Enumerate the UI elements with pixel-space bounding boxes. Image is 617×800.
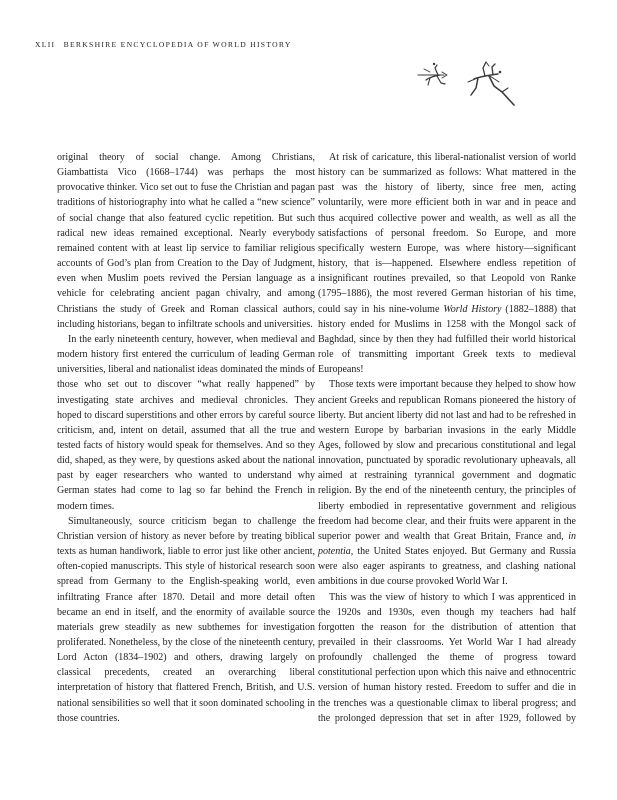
paragraph: In the early nineteenth century, however, when medieval and modern history first entered the curriculum of leading German universities, liberal and nationalist ideas dominated the minds of those who set out to discover “what really happened” by investigating state archives and medieval chronicles. They hoped to discard superstitions and other errors by careful source criticism, and, intent on detail, assumed that all the true and tested facts of history would speak for themselves. And so they did, shaped, as they were, by questions asked about the national past by eager researchers who wanted to understand why German states had come to lag so far behind the French in modern times. — [57, 333, 315, 512]
italic-phrase: in potentia, — [318, 530, 576, 558]
paragraph — [318, 150, 576, 377]
page-number: XLII — [35, 40, 56, 49]
right-column — [318, 150, 576, 726]
book-title: World History — [443, 303, 502, 315]
paragraph-text: (1882–1888) that history ended for Muslims in 1258 with the Mongol sack of Baghdad, since by then they had fulfilled their world historical role of transmitting important Greek texts to medieval Europeans! — [318, 303, 576, 376]
rock-art-hunter-figures-icon — [416, 58, 528, 110]
left-column — [57, 150, 315, 726]
paragraph: Simultaneously, source criticism began to challenge the Christian version of history as never before by treating biblical texts as human handiwork, liable to error just like other ancient, often-copied manuscripts. This style of historical research soon spread from Germany to the English-speaking world, even infiltrating France after 1870. Detail and more detail often became an end in itself, and the enormity of available source materials grew steadily as new subthemes for investigation proliferated. Nonetheless, by the close of the nineteenth century, Lord Acton (1834–1902) and others, drawing largely on classical precedents, created an overarching liberal interpretation of history that flattered French, British, and U.S. national sensibilities so well that it soon dominated schooling in those countries. — [57, 515, 315, 724]
paragraph — [318, 377, 576, 589]
paragraph-text: Those texts were important because they helped to show how ancient Greeks and republican Romans pioneered the history of liberty. But ancient liberty did not last and had to be refreshed in western Europe by barbarian invasions in the early Middle Ages, followed by slow and precarious constitutional and legal innovation, punctuated by sporadic revolutionary upheavals, all aimed at restraining tyrannical government and dogmatic religion. By the end of the nineteenth century, the principles of liberty embodied in representative government and religious freedom had become clear, and their fruits were apparent in the superior power and wealth that Great Britain, France and, — [318, 379, 576, 542]
paragraph-text: At risk of caricature, this liberal-nationalist version of world history can be summarized as follows: What mattered in the past was the history of liberty, since free men, acting voluntarily, were more efficient both in war and in peace and thus acquired collective power and wealth, as well as all the satisfactions of personal freedom. So Europe, and more specifically western Europe, was where history—significant history, that is—happened. Elsewhere endless repetition of insignificant routines prevailed, so that Leopold von Ranke (1795–1886), the most revered German historian of his time, could say in his nine-volume — [318, 152, 576, 315]
running-header — [35, 40, 292, 49]
paragraph-text: the United States enjoyed. But Germany and Russia were also eager aspirants to greatness, and clashing national ambitions in due course provoked World War I. — [318, 546, 576, 588]
paragraph: original theory of social change. Among Christians, Giambattista Vico (1668–1744) was perhaps the most provocative thinker. Vico set out to fuse the Christian and pagan traditions of historiography into what he called a “new science” of social change that also featured cyclic repetition. But such radical new ideas remained exceptional. Nearly everybody remained content with at least lip service to familiar religious accounts of God’s plan from Creation to the Day of Judgment, even when Muslim poets revived the Persian language as a vehicle for celebrating ancient pagan chivalry, and among Christians the study of Greek and Roman classical authors, including historians, began to infiltrate schools and universities. — [57, 152, 315, 330]
running-title: BERKSHIRE ENCYCLOPEDIA OF WORLD HISTORY — [63, 40, 292, 49]
paragraph: This was the view of history to which I was apprenticed in the 1920s and 1930s, even though my teachers had half forgotten the reason for the distribution of attention that prevailed in their classrooms. Yet World War I had already profoundly challenged the theme of progress toward constitutional perfection upon which this naive and ethnocentric version of human history rested. Freedom to suffer and die in the trenches was a questionable climax to liberal progress; and the prolonged depression that set in after 1929, followed by — [318, 591, 576, 724]
